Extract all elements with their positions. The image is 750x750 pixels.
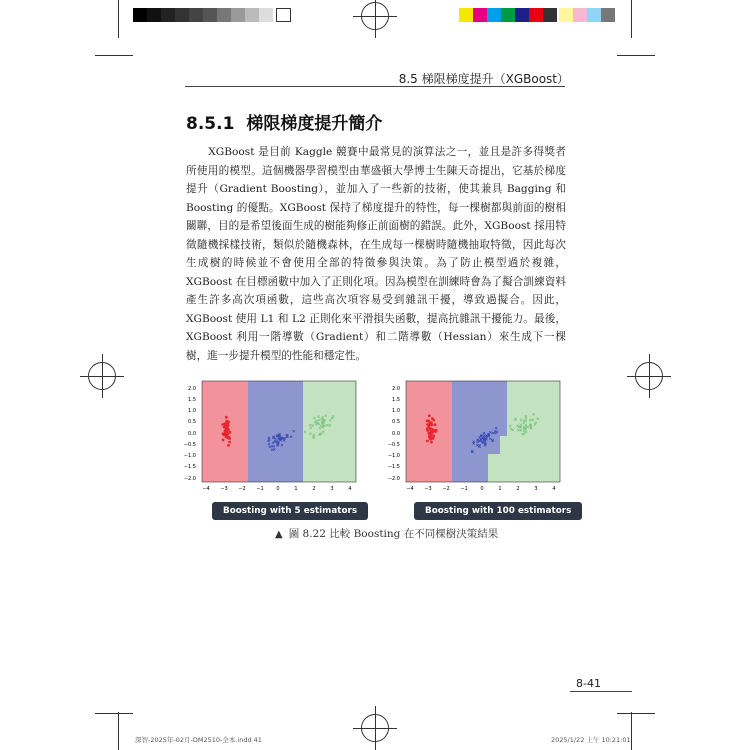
scatter-point: [222, 439, 225, 442]
body-paragraph: XGBoost 是目前 Kaggle 競賽中最常見的演算法之一，並且是許多得獎者所使用的模型。這個機器學習模型由華盛頓大學博士生陳天奇提出，它基於梯度提升（Gradient Boosting），並加入了一些新的技術，使其兼具 Bagging 和 Boosting 的優點。XGBoost 保持了梯度提升的特性，每一棵樹都與前面的樹相關聯，目的是希望後面生成的樹能夠修正前面樹的錯誤。此外，XGBoost 採用特徵隨機採樣技術，類似於隨機森林，在生成每一棵樹時隨機抽取特徵，因此每次生成樹的時候並不會使用全部的特徵參與決策。為了防止模型過於複雜，XGBoost 在目標函數中加入了正則化項。因為模型在訓練時會為了擬合訓練資料產生許多高次項函數，這些高次項容易受到雜訊干擾，導致過擬合。因此，XGBoost 使用 L1 和 L2 正則化來平滑損失函數，提高抗雜訊干擾能力。最後，XGBoost 利用一階導數（Gradient）和二階導數（Hessian）來生成下一棵樹，進一步提升模型的性能和穩定性。: [186, 146, 566, 362]
section-number: 8.5.1: [186, 114, 235, 134]
y-tick-label: 1.5: [392, 397, 400, 403]
y-tick-label: 1.5: [188, 397, 196, 403]
y-tick-label: −2.0: [183, 476, 196, 482]
x-tick-label: 1: [498, 486, 502, 492]
scatter-point: [427, 420, 430, 423]
scatter-point: [227, 444, 230, 447]
x-tick-label: 3: [330, 486, 334, 492]
scatter-point: [433, 423, 436, 426]
scatter-point: [225, 416, 228, 419]
scatter-point: [426, 427, 429, 430]
plot-5-estimators: [180, 376, 360, 494]
x-tick-label: 4: [552, 486, 556, 492]
y-tick-labels: [388, 386, 400, 482]
x-tick-label: −4: [406, 486, 414, 492]
x-tick-label: 2: [312, 486, 316, 492]
region-blue: [248, 381, 303, 482]
region-green: [507, 381, 560, 482]
registration-mark-bottom: [361, 714, 389, 742]
scatter-point: [430, 432, 433, 435]
scatter-point: [432, 429, 435, 432]
x-tick-label: −1: [460, 486, 468, 492]
x-tick-label: 2: [516, 486, 520, 492]
scatter-point: [224, 422, 227, 425]
plot-100-estimators: [384, 376, 564, 494]
y-tick-label: 0.5: [188, 419, 196, 425]
caption-triangle-icon: ▲: [275, 529, 283, 540]
x-tick-label: −3: [424, 486, 432, 492]
scatter-point: [430, 441, 433, 444]
y-tick-label: −1.5: [183, 464, 196, 470]
scatter-point: [428, 414, 431, 417]
region-green-cutin: [500, 436, 507, 454]
y-tick-label: 0.5: [392, 419, 400, 425]
x-tick-labels: [406, 486, 555, 492]
body-text: [186, 143, 566, 365]
figure-caption: [275, 526, 498, 541]
region-green: [303, 381, 356, 482]
x-tick-labels: [202, 486, 351, 492]
scatter-point: [225, 428, 228, 431]
registration-mark-left: [88, 362, 116, 390]
x-tick-label: −3: [220, 486, 228, 492]
footer-file-info: 深智-2025年-02月-DM2510-全本.indd 41: [135, 736, 262, 744]
x-tick-label: 4: [348, 486, 352, 492]
scatter-point: [229, 431, 232, 434]
y-tick-label: −1.5: [387, 464, 400, 470]
scatter-point: [224, 432, 227, 435]
caption-text: 圖 8.22 比較 Boosting 在不同棵樹決策結果: [288, 528, 499, 540]
footer-timestamp: 2025/1/22 上午 10:21:01: [551, 736, 631, 744]
label-100-estimators: Boosting with 100 estimators: [414, 502, 582, 520]
x-tick-label: −2: [442, 486, 450, 492]
y-tick-label: −0.5: [387, 442, 400, 448]
y-tick-labels: [184, 386, 196, 482]
x-tick-label: 1: [294, 486, 298, 492]
y-tick-label: −1.0: [183, 453, 196, 459]
section-title: 梯限梯度提升簡介: [246, 114, 383, 134]
registration-mark-right: [635, 362, 663, 390]
y-tick-label: −1.0: [387, 453, 400, 459]
scatter-point: [432, 419, 435, 422]
scatter-point: [228, 441, 231, 444]
region-red: [406, 381, 452, 482]
region-blue-cutin: [296, 436, 303, 482]
y-tick-label: 2.0: [392, 386, 400, 392]
y-tick-label: −2.0: [387, 476, 400, 482]
registration-mark-top: [361, 2, 389, 30]
x-tick-label: −1: [256, 486, 264, 492]
x-tick-label: −4: [202, 486, 210, 492]
page-number: 8-41: [576, 677, 601, 690]
y-tick-label: 2.0: [188, 386, 196, 392]
x-tick-label: −2: [238, 486, 246, 492]
x-tick-label: 3: [534, 486, 538, 492]
y-tick-label: 0.0: [392, 431, 400, 437]
scatter-point: [223, 426, 226, 429]
region-green-cutin: [488, 454, 507, 482]
running-header: 8.5 梯限梯度提升（XGBoost）: [398, 72, 569, 86]
header-rule: [185, 86, 565, 87]
y-tick-label: 1.0: [392, 408, 400, 414]
label-5-estimators: Boosting with 5 estimators: [212, 502, 368, 520]
section-heading: [186, 109, 382, 134]
scatter-point: [429, 427, 432, 430]
y-tick-label: 0.0: [188, 431, 196, 437]
scatter-point: [228, 437, 231, 440]
page-number-rule: [570, 691, 632, 692]
scatter-point: [426, 423, 429, 426]
x-tick-label: 0: [276, 486, 280, 492]
scatter-point: [226, 422, 229, 425]
scatter-point: [221, 423, 224, 426]
x-tick-label: 0: [480, 486, 484, 492]
y-tick-label: 1.0: [188, 408, 196, 414]
y-tick-label: −0.5: [183, 442, 196, 448]
scatter-point: [426, 440, 429, 443]
scatter-point: [430, 438, 433, 441]
